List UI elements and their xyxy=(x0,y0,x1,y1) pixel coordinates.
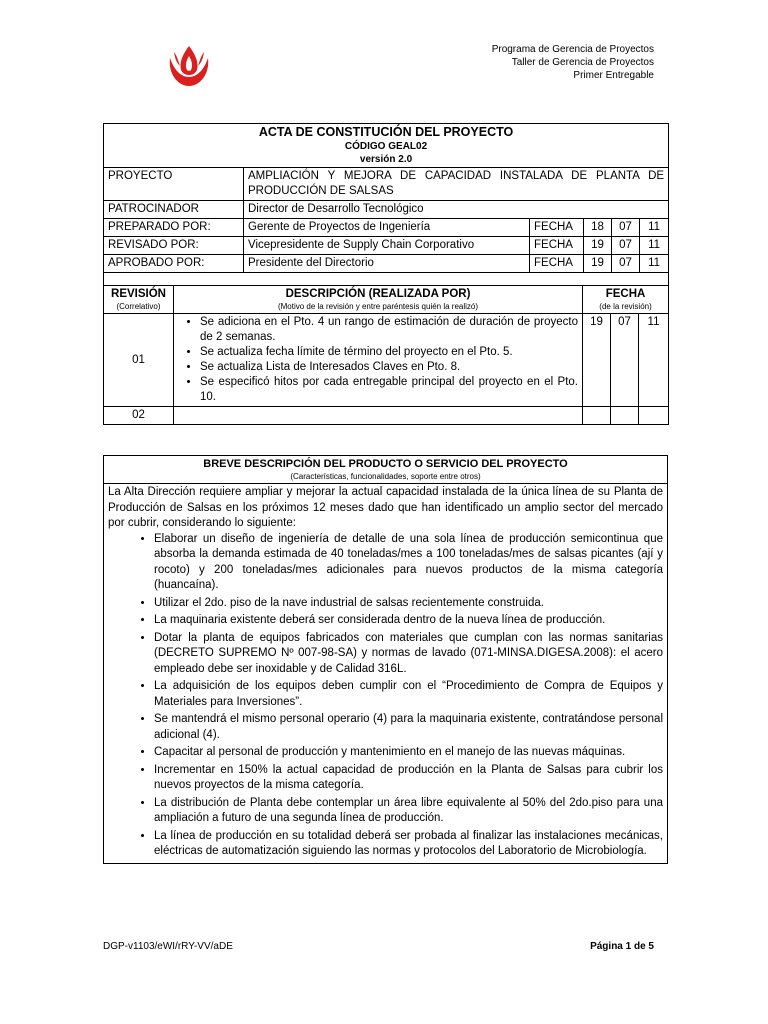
spacer-row xyxy=(104,273,669,286)
document-header xyxy=(492,43,654,82)
revisado-value: Vicepresidente de Supply Chain Corporativo xyxy=(244,237,530,255)
aprobado-label: APROBADO POR: xyxy=(104,255,244,273)
charter-table xyxy=(103,123,669,273)
header-workshop: Taller de Gerencia de Proyectos xyxy=(511,57,654,68)
revision-01-month: 07 xyxy=(611,314,639,407)
list-item: • Se especificó hitos por cada entregable principal del proyecto en el Pto. 10. xyxy=(200,375,578,405)
product-list xyxy=(108,532,663,860)
charter-title: ACTA DE CONSTITUCIÓN DEL PROYECTO xyxy=(258,125,514,139)
col-desc-header xyxy=(174,286,583,314)
list-item: • Se actualiza Lista de Interesados Claves en Pto. 8. xyxy=(200,360,578,375)
patrocinador-label: PATROCINADOR xyxy=(104,201,244,219)
list-item: • La distribución de Planta debe contemplar un área libre equivalente al 50% del 2do.piso para una ampliación a futuro de una segunda línea de producción. xyxy=(154,796,663,827)
col-fecha-label: FECHA xyxy=(605,288,646,300)
revision-01-list xyxy=(178,315,578,405)
preparado-month: 07 xyxy=(612,219,640,237)
product-body xyxy=(104,484,668,864)
proyecto-value: AMPLIACIÓN Y MEJORA DE CAPACIDAD INSTALADA DE PLANTA DE PRODUCCIÓN DE SALSAS xyxy=(244,168,669,201)
patrocinador-value: Director de Desarrollo Tecnológico xyxy=(244,201,669,219)
list-item: • Se actualiza fecha límite de término del proyecto en el Pto. 5. xyxy=(200,345,578,360)
list-item: • Se adiciona en el Pto. 4 un rango de estimación de duración de proyecto de 2 semanas. xyxy=(200,315,578,345)
revisado-month: 07 xyxy=(612,237,640,255)
revision-01-day: 19 xyxy=(583,314,611,407)
list-item: • La maquinaria existente deberá ser considerada dentro de la nueva línea de producción. xyxy=(154,613,663,629)
preparado-label: PREPARADO POR: xyxy=(104,219,244,237)
proyecto-label: PROYECTO xyxy=(104,168,244,201)
product-header-cell xyxy=(104,456,668,484)
list-item: • Dotar la planta de equipos fabricados con materiales que cumplan con las normas sanitarias (DECRETO SUPREMO Nº 007-98-SA) y normas de lavado (071-MINSA.DIGESA.2008): el acero empleado debe ser inoxidable y de Calidad 316L. xyxy=(154,631,663,678)
col-revision-header xyxy=(104,286,174,314)
footer-document-code: DGP-v1103/eWI/rRY-VV/aDE xyxy=(103,941,233,952)
product-subtitle: (Características, funcionalidades, soporte entre otros) xyxy=(290,472,481,481)
col-desc-sub: (Motivo de la revisión y entre paréntesis quién la realizó) xyxy=(277,302,479,311)
charter-title-cell xyxy=(104,124,669,168)
aprobado-fecha-label: FECHA xyxy=(530,255,584,273)
product-intro: La Alta Dirección requiere ampliar y mejorar la actual capacidad instalada de la única línea de su Planta de Producción de Salsas en los próximos 12 meses dado que han identificado un amplio sector del mercado por cubrir, considerando lo siguiente: xyxy=(108,486,663,529)
revision-01-year: 11 xyxy=(639,314,669,407)
revisado-label: REVISADO POR: xyxy=(104,237,244,255)
revisado-fecha-label: FECHA xyxy=(530,237,584,255)
revision-02-number: 02 xyxy=(104,407,174,425)
header-deliverable: Primer Entregable xyxy=(573,70,654,81)
product-description-table xyxy=(103,455,668,864)
list-item: • Elaborar un diseño de ingeniería de detalle de una sola línea de producción semicontinua que absorba la demanda estimada de 40 toneladas/mes a 100 toneladas/mes de salsas picantes (ají y rocoto) y 200 toneladas/mes adicionales para nuevos productos de la misma categoría (huancaína). xyxy=(154,532,663,594)
university-logo-icon xyxy=(164,44,214,90)
revision-02-year xyxy=(639,407,669,425)
col-fecha-sub: (de la revisión) xyxy=(599,302,652,311)
col-revision-sub: (Correlativo) xyxy=(116,302,161,311)
preparado-day: 18 xyxy=(584,219,612,237)
aprobado-year: 11 xyxy=(640,255,669,273)
revision-01-description xyxy=(174,314,583,407)
list-item: • La adquisición de los equipos deben cumplir con el “Procedimiento de Compra de Equipos y Materiales para Inversiones”. xyxy=(154,679,663,710)
charter-version: versión 2.0 xyxy=(359,154,413,165)
revision-02-month xyxy=(611,407,639,425)
revision-02-day xyxy=(583,407,611,425)
preparado-year: 11 xyxy=(640,219,669,237)
list-item: • Incrementar en 150% la actual capacidad de producción en la Planta de Salsas para cubrir los nuevos proyectos de la misma categoría. xyxy=(154,763,663,794)
revisado-year: 11 xyxy=(640,237,669,255)
list-item: • Utilizar el 2do. piso de la nave industrial de salsas recientemente construida. xyxy=(154,596,663,612)
revision-01-number: 01 xyxy=(104,314,174,407)
list-item: • Capacitar al personal de producción y mantenimiento en el manejo de las nuevas máquinas. xyxy=(154,745,663,761)
col-fecha-header xyxy=(583,286,669,314)
col-desc-label: DESCRIPCIÓN (REALIZADA POR) xyxy=(285,288,471,300)
footer-page-number: Página 1 de 5 xyxy=(590,941,654,952)
charter-code: CÓDIGO GEAL02 xyxy=(344,141,428,152)
preparado-fecha-label: FECHA xyxy=(530,219,584,237)
revisions-table xyxy=(103,272,669,425)
revision-02-description xyxy=(174,407,583,425)
col-revision-label: REVISIÓN xyxy=(111,288,166,300)
aprobado-day: 19 xyxy=(584,255,612,273)
product-title: BREVE DESCRIPCIÓN DEL PRODUCTO O SERVICIO DEL PROYECTO xyxy=(203,458,568,470)
aprobado-value: Presidente del Directorio xyxy=(244,255,530,273)
preparado-value: Gerente de Proyectos de Ingeniería xyxy=(244,219,530,237)
aprobado-month: 07 xyxy=(612,255,640,273)
header-program: Programa de Gerencia de Proyectos xyxy=(491,44,654,55)
list-item: • Se mantendrá el mismo personal operario (4) para la maquinaria existente, contratándose personal adicional (4). xyxy=(154,712,663,743)
list-item: • La línea de producción en su totalidad deberá ser probada al finalizar las instalaciones mecánicas, eléctricas de automatización siguiendo las normas y protocolos del Laboratorio de Microbiología. xyxy=(154,829,663,860)
revisado-day: 19 xyxy=(584,237,612,255)
